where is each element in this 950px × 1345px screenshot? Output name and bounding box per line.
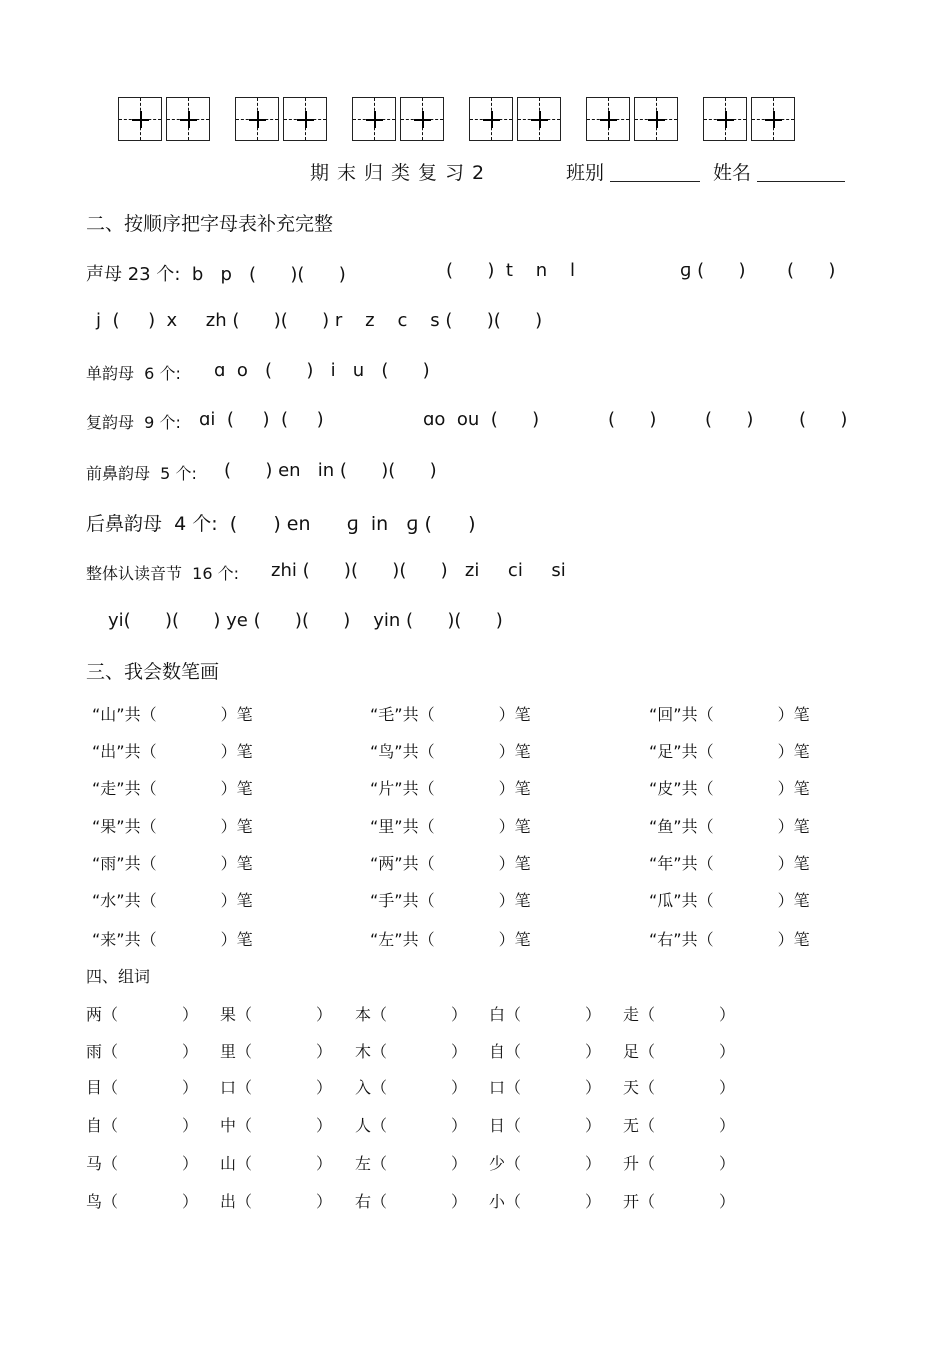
word-item: 天（ ） bbox=[623, 1078, 736, 1097]
danyunmu-label: 单韵母 6 个: bbox=[86, 364, 181, 383]
grid-pair bbox=[703, 97, 797, 143]
tianzige-cell[interactable] bbox=[634, 97, 678, 141]
shengmu-line-1b: ( ) t n l bbox=[446, 260, 576, 281]
fuyunmu-values-e: ( ) bbox=[799, 409, 848, 430]
stroke-item: “手”共（ ）笔 bbox=[370, 891, 531, 910]
stroke-item: “年”共（ ）笔 bbox=[649, 854, 810, 873]
tianzige-cell[interactable] bbox=[586, 97, 630, 141]
danyunmu-values: ɑ o ( ) i u ( ) bbox=[214, 360, 430, 381]
word-item: 鸟（ ） bbox=[86, 1192, 199, 1211]
word-item: 白（ ） bbox=[489, 1005, 602, 1024]
tianzige-cell[interactable] bbox=[400, 97, 444, 141]
stroke-item: “左”共（ ）笔 bbox=[370, 930, 531, 949]
word-item: 两（ ） bbox=[86, 1005, 199, 1024]
stroke-item: “片”共（ ）笔 bbox=[370, 779, 531, 798]
worksheet-title: 期末归类复习2 bbox=[310, 162, 493, 184]
class-field[interactable] bbox=[610, 181, 700, 182]
stroke-item: “鸟”共（ ）笔 bbox=[370, 742, 531, 761]
tianzige-cell[interactable] bbox=[703, 97, 747, 141]
word-item: 升（ ） bbox=[623, 1154, 736, 1173]
stroke-item: “回”共（ ）笔 bbox=[649, 705, 810, 724]
section4-heading: 四、组词 bbox=[86, 967, 151, 986]
word-item: 里（ ） bbox=[220, 1042, 333, 1061]
tianzige-cell[interactable] bbox=[517, 97, 561, 141]
section2-heading: 二、按顺序把字母表补充完整 bbox=[86, 213, 334, 235]
word-item: 小（ ） bbox=[489, 1192, 602, 1211]
word-item: 走（ ） bbox=[623, 1005, 736, 1024]
fuyunmu-values-a: ɑi ( ) ( ) bbox=[199, 409, 324, 430]
stroke-item: “足”共（ ）笔 bbox=[649, 742, 810, 761]
stroke-item: “皮”共（ ）笔 bbox=[649, 779, 810, 798]
zhengti-line-2: yi( )( ) ye ( )( ) yin ( )( ) bbox=[108, 610, 503, 631]
word-item: 人（ ） bbox=[355, 1116, 468, 1135]
word-item: 入（ ） bbox=[355, 1078, 468, 1097]
stroke-item: “水”共（ ）笔 bbox=[92, 891, 253, 910]
stroke-item: “两”共（ ）笔 bbox=[370, 854, 531, 873]
grid-pair bbox=[118, 97, 212, 143]
stroke-item: “走”共（ ）笔 bbox=[92, 779, 253, 798]
word-item: 出（ ） bbox=[220, 1192, 333, 1211]
tianzige-cell[interactable] bbox=[352, 97, 396, 141]
word-item: 左（ ） bbox=[355, 1154, 468, 1173]
shengmu-line-1d: ( ) bbox=[787, 260, 836, 281]
shengmu-line-1c: ɡ ( ) bbox=[680, 260, 746, 281]
shengmu-line-1a: 声母 23 个: b p ( )( ) bbox=[86, 264, 346, 285]
name-field[interactable] bbox=[757, 181, 845, 182]
stroke-item: “来”共（ ）笔 bbox=[92, 930, 253, 949]
stroke-item: “右”共（ ）笔 bbox=[649, 930, 810, 949]
word-item: 目（ ） bbox=[86, 1078, 199, 1097]
fuyunmu-values-c: ( ) bbox=[608, 409, 657, 430]
grid-pair bbox=[235, 97, 329, 143]
fuyunmu-label: 复韵母 9 个: bbox=[86, 413, 181, 432]
word-item: 自（ ） bbox=[489, 1042, 602, 1061]
word-item: 足（ ） bbox=[623, 1042, 736, 1061]
tianzige-cell[interactable] bbox=[118, 97, 162, 141]
zhengti-label: 整体认读音节 16 个: bbox=[86, 564, 240, 583]
tianzige-cell[interactable] bbox=[283, 97, 327, 141]
tianzige-cell[interactable] bbox=[235, 97, 279, 141]
word-item: 中（ ） bbox=[220, 1116, 333, 1135]
stroke-item: “雨”共（ ）笔 bbox=[92, 854, 253, 873]
tianzige-cell[interactable] bbox=[751, 97, 795, 141]
stroke-item: “瓜”共（ ）笔 bbox=[649, 891, 810, 910]
fuyunmu-values-d: ( ) bbox=[705, 409, 754, 430]
stroke-item: “果”共（ ）笔 bbox=[92, 817, 253, 836]
word-item: 日（ ） bbox=[489, 1116, 602, 1135]
grid-pair bbox=[352, 97, 446, 143]
qianbi-values: ( ) en in ( )( ) bbox=[224, 460, 437, 481]
word-item: 马（ ） bbox=[86, 1154, 199, 1173]
word-item: 雨（ ） bbox=[86, 1042, 199, 1061]
stroke-item: “鱼”共（ ）笔 bbox=[649, 817, 810, 836]
zhengti-values: zhi ( )( )( ) zi ci si bbox=[271, 560, 566, 581]
word-item: 开（ ） bbox=[623, 1192, 736, 1211]
name-label: 姓名 bbox=[713, 162, 752, 184]
fuyunmu-values-b: ɑo ou ( ) bbox=[423, 409, 540, 430]
word-item: 口（ ） bbox=[220, 1078, 333, 1097]
stroke-item: “里”共（ ）笔 bbox=[370, 817, 531, 836]
grid-pair bbox=[586, 97, 680, 143]
stroke-item: “出”共（ ）笔 bbox=[92, 742, 253, 761]
writing-grid bbox=[118, 97, 798, 143]
word-item: 山（ ） bbox=[220, 1154, 333, 1173]
grid-pair bbox=[469, 97, 563, 143]
word-item: 自（ ） bbox=[86, 1116, 199, 1135]
tianzige-cell[interactable] bbox=[469, 97, 513, 141]
word-item: 少（ ） bbox=[489, 1154, 602, 1173]
stroke-item: “山”共（ ）笔 bbox=[92, 705, 253, 724]
word-item: 木（ ） bbox=[355, 1042, 468, 1061]
shengmu-line-2: j ( ) x zh ( )( ) r z c s ( )( ) bbox=[96, 310, 543, 331]
tianzige-cell[interactable] bbox=[166, 97, 210, 141]
stroke-item: “毛”共（ ）笔 bbox=[370, 705, 531, 724]
word-item: 果（ ） bbox=[220, 1005, 333, 1024]
word-item: 右（ ） bbox=[355, 1192, 468, 1211]
qianbi-label: 前鼻韵母 5 个: bbox=[86, 464, 197, 483]
word-item: 口（ ） bbox=[489, 1078, 602, 1097]
word-item: 本（ ） bbox=[355, 1005, 468, 1024]
word-item: 无（ ） bbox=[623, 1116, 736, 1135]
houbi-line: 后鼻韵母 4 个: ( ) en ɡ in ɡ ( ) bbox=[86, 513, 476, 535]
class-label: 班别 bbox=[566, 162, 605, 184]
section3-heading: 三、我会数笔画 bbox=[86, 661, 220, 683]
